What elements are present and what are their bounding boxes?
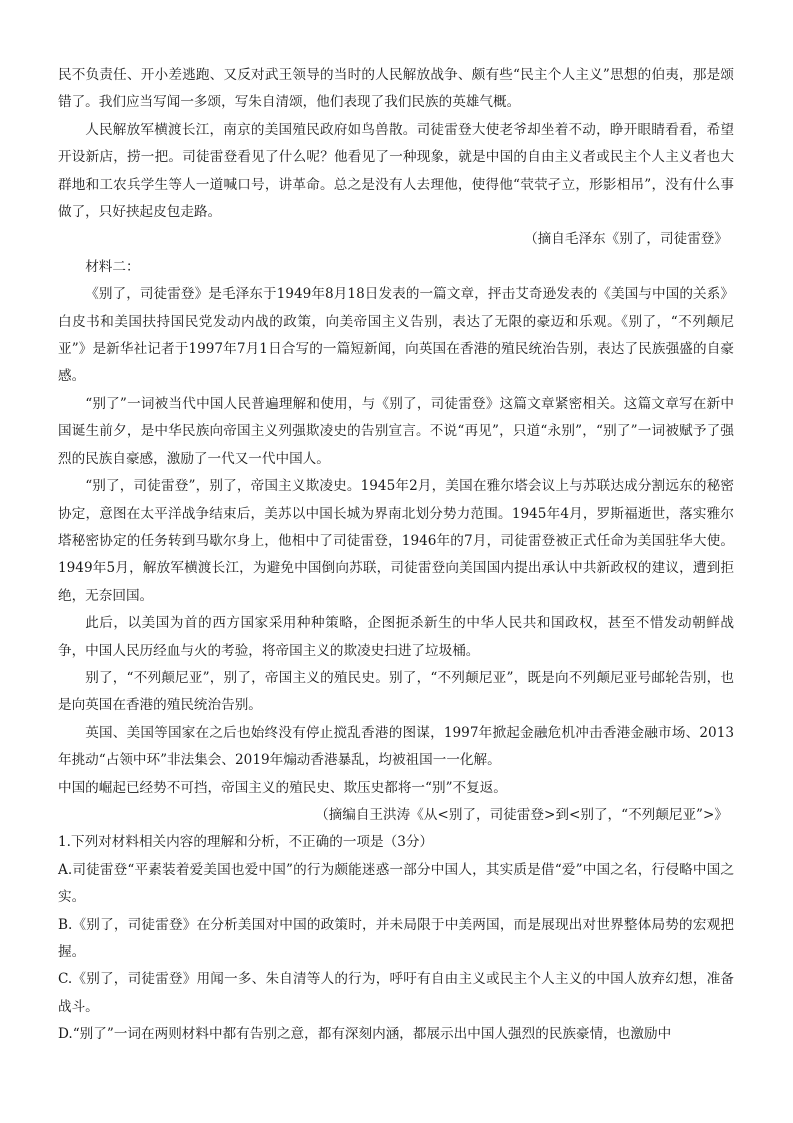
paragraph-britannia: 别了，“不列颠尼亚”，别了，帝国主义的殖民史。别了，“不列颠尼亚”，既是向不列颠尼亚号邮轮告别，也是向英国在香港的殖民统治告别。 (58, 669, 734, 714)
paragraph-conclusion: 中国的崛起已经势不可挡，帝国主义的殖民史、欺压史都将一“别”不复返。 (58, 779, 507, 796)
paragraph-imperial-bullying: “别了，司徒雷登”，别了，帝国主义欺凌史。1945年2月，美国在雅尔塔会议上与苏联达成分割远东的秘密协定，意图在太平洋战争结束后，美苏以中国长城为界南北划分势力范围。1945年4月，罗斯福逝世，落实雅尔塔秘密协定的任务转到马歇尔身上，他相中了司徒雷登，1946年的7月，司徒雷登被正式任命为美国驻华大使。1949年5月，解放军横渡长江，为避免中国倒向苏联，司徒雷登向美国国内提出承认中共新政权的建议，遭到拒绝，无奈回国。 (58, 478, 734, 604)
question-option-a: A.司徒雷登“平素装着爱美国也爱中国”的行为颇能迷惑一部分中国人，其实质是借“爱”中国之名，行侵略中国之实。 (58, 861, 734, 906)
paragraph-articles-intro: 《别了，司徒雷登》是毛泽东于1949年8月18日发表的一篇文章，抨击艾奇逊发表的《美国与中国的关系》白皮书和美国扶持国民党发动内战的政策，向美帝国主义告别，表达了无限的豪迈和乐观。《别了，“不列颠尼亚”》是新华社记者于1997年7月1日合写的一篇短新闻，向英国在香港的殖民统治告别，表达了民族强盛的自豪感。 (58, 286, 734, 385)
source-note-wang: （摘编自王洪涛《从<别了，司徒雷登>到<别了，“不列颠尼亚”>》 (315, 806, 728, 823)
question-option-b: B.《别了，司徒雷登》在分析美国对中国的政策时，并未局限于中美两国，而是展现出对世界整体局势的宏观把握。 (58, 916, 734, 960)
paragraph-bie-le-meaning: “别了”一词被当代中国人民普遍理解和使用，与《别了，司徒雷登》这篇文章紧密相关。这篇文章写在新中国诞生前夕，是中华民族向帝国主义列强欺凌史的告别宣言。不说“再见”，只道“永别”，“别了”一词被赋予了强烈的民族自豪感，激励了一代又一代中国人。 (58, 395, 734, 467)
document-page (58, 62, 734, 1049)
question-option-d: D.“别了”一词在两则材料中都有告别之意，都有深刻内涵，都展示出中国人强烈的民族豪情，也激励中 (58, 1026, 672, 1043)
question-option-c: C.《别了，司徒雷登》用闻一多、朱自清等人的行为，呼吁有自由主义或民主个人主义的中国人放弃幻想，准备战斗。 (58, 971, 734, 1015)
paragraph-hong-kong: 英国、美国等国家在之后也始终没有停止搅乱香港的图谋，1997年掀起金融危机冲击香港金融市场、2013年挑动“占领中环”非法集会、2019年煽动香港暴乱，均被祖国一一化解。 (58, 724, 734, 769)
paragraph-leighton-stuart: 人民解放军横渡长江，南京的美国殖民政府如鸟兽散。司徒雷登大使老爷却坐着不动，睁开眼睛看看，希望开设新店，捞一把。司徒雷登看见了什么呢？他看见了一种现象，就是中国的自由主义者或民主个人主义者也大群地和工农兵学生等人一道喊口号，讲革命。总之是没有人去理他，使得他“茕茕孑立，形影相吊”，没有什么事做了，只好挟起皮包走路。 (58, 121, 734, 221)
material-2-heading: 材料二： (85, 258, 140, 275)
paragraph-bo-yi: 民不负责任、开小差逃跑、又反对武王领导的当时的人民解放战争、颇有些“民主个人主义”思想的伯夷，那是颂错了。我们应当写闻一多颂，写朱自清颂，他们表现了我们民族的英雄气概。 (58, 67, 734, 111)
question-stem: 1.下列对材料相关内容的理解和分析，不正确的一项是（3分） (58, 834, 434, 851)
paragraph-western-strategies: 此后，以美国为首的西方国家采用种种策略，企图扼杀新生的中华人民共和国政权，甚至不惜发动朝鲜战争，中国人民历经血与火的考验，将帝国主义的欺凌史扫进了垃圾桶。 (58, 615, 734, 659)
source-note-mao: （摘自毛泽东《别了，司徒雷登》 (524, 231, 728, 248)
